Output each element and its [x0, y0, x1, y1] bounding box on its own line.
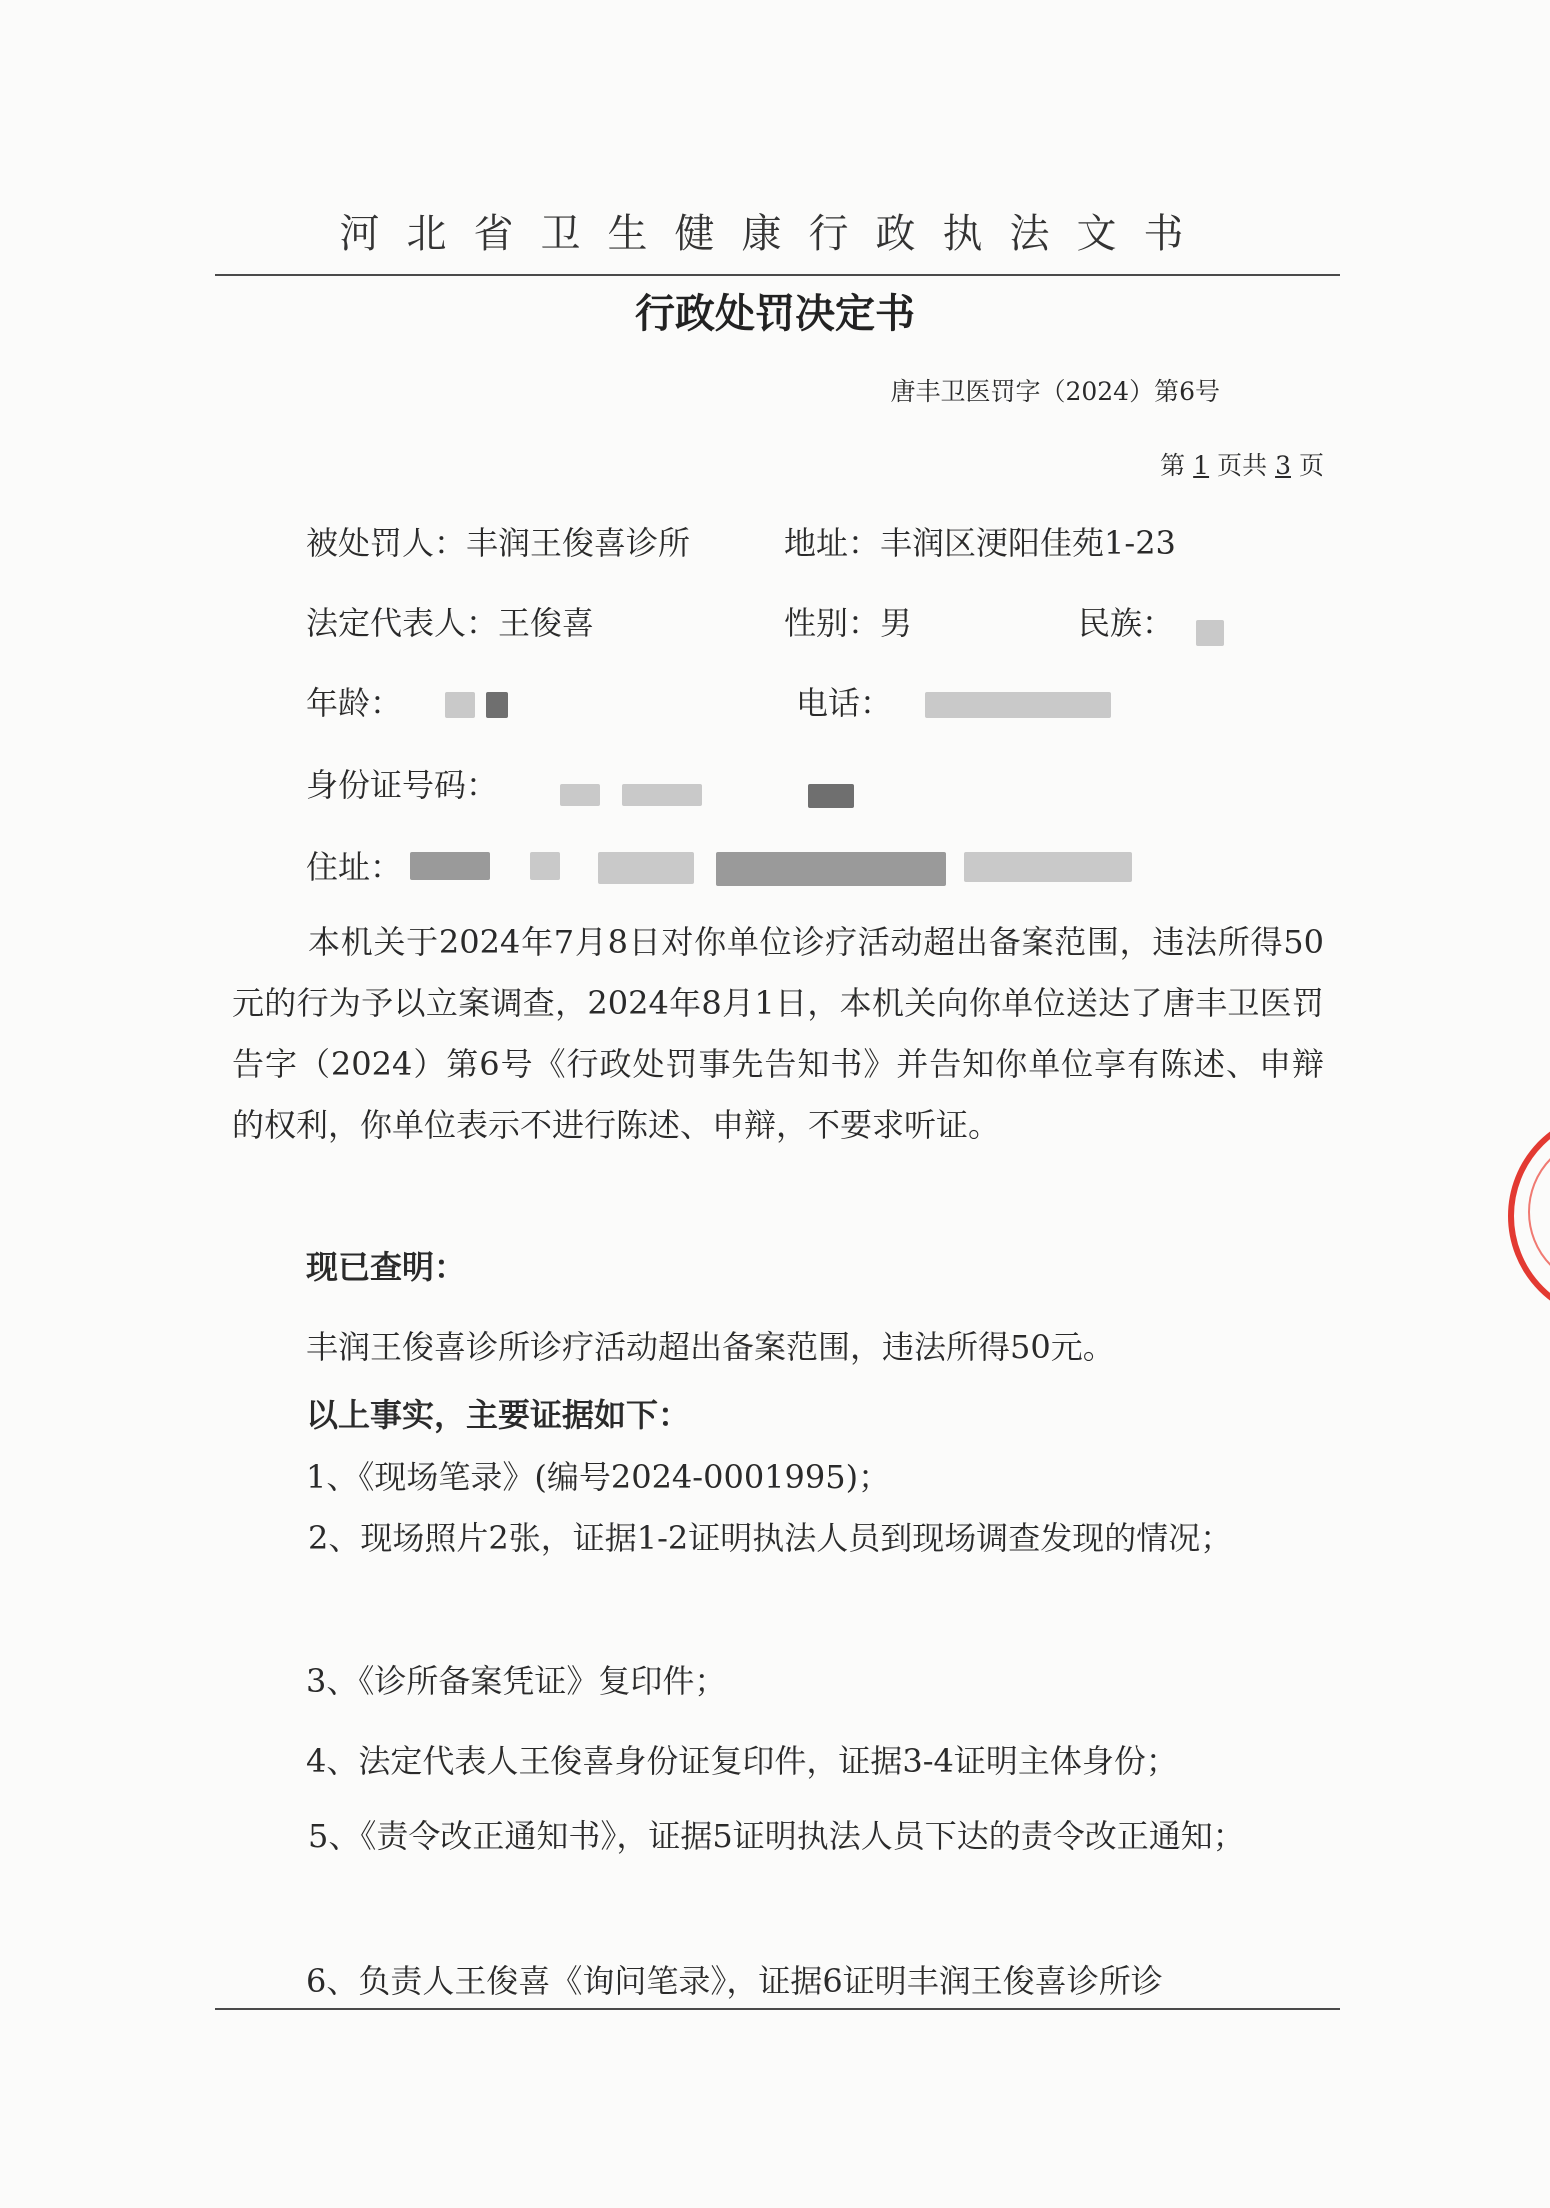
evidence-item-1: 1、《现场笔录》(编号2024-0001995)； — [306, 1458, 891, 1496]
redacted-age-2 — [486, 692, 508, 718]
redacted-residence-5 — [964, 852, 1132, 882]
redacted-phone — [925, 692, 1111, 718]
redacted-ethnicity — [1196, 620, 1224, 646]
page-indicator — [1160, 446, 1324, 482]
evidence-item-3: 3、《诊所备案凭证》复印件； — [306, 1662, 727, 1700]
evidence-item-2: 2、现场照片2张，证据1-2证明执法人员到现场调查发现的情况； — [308, 1519, 1233, 1557]
evidence-item-4: 4、法定代表人王俊喜身份证复印件，证据3-4证明主体身份； — [306, 1742, 1178, 1780]
gender-label: 性别： — [784, 604, 881, 642]
page-prefix: 第 — [1160, 451, 1186, 480]
phone-label: 电话： — [796, 684, 893, 722]
document-title: 行政处罚决定书 — [635, 291, 915, 337]
redacted-residence-3 — [598, 852, 694, 884]
redacted-id-1 — [560, 784, 600, 806]
gender-row — [784, 598, 912, 644]
findings-text: 丰润王俊喜诊所诊疗活动超出备案范围，违法所得50元。 — [306, 1328, 1115, 1366]
redacted-id-2 — [622, 784, 702, 806]
page-total: 3 — [1275, 451, 1291, 480]
redacted-residence-4 — [716, 852, 946, 886]
id-number-label: 身份证号码： — [306, 766, 499, 804]
party-name-value: 丰润王俊喜诊所 — [466, 524, 691, 562]
address-label: 地址： — [784, 524, 881, 562]
header-rule — [215, 274, 1340, 276]
redacted-id-3 — [808, 784, 854, 808]
representative-value: 王俊喜 — [498, 604, 595, 642]
page-suffix: 页 — [1298, 451, 1324, 480]
party-name-row — [306, 518, 690, 564]
age-label: 年龄： — [306, 684, 403, 722]
case-introduction: 本机关于2024年7月8日对你单位诊疗活动超出备案范围，违法所得50元的行为予以立案调查，2024年8月1日，本机关向你单位送达了唐丰卫医罚告字（2024）第6号《行政处罚事先告知书》并告知你单位享有陈述、申辩的权利，你单位表示不进行陈述、申辩，不要求听证。 — [232, 923, 1324, 1144]
page-current: 1 — [1193, 451, 1210, 480]
document-number: 唐丰卫医罚字（2024）第6号 — [890, 377, 1220, 406]
party-name-label: 被处罚人： — [306, 524, 467, 562]
page-middle: 页共 — [1217, 451, 1268, 480]
address-value: 丰润区浭阳佳苑1-23 — [880, 524, 1176, 562]
residence-label: 住址： — [306, 848, 403, 886]
representative-row — [306, 598, 594, 644]
findings-heading: 现已查明： — [306, 1248, 467, 1286]
evidence-heading: 以上事实，主要证据如下： — [306, 1396, 691, 1434]
redacted-residence-1 — [410, 852, 490, 880]
evidence-item-6: 6、负责人王俊喜《询问笔录》，证据6证明丰润王俊喜诊所诊 — [306, 1962, 1163, 2000]
evidence-item-5: 5、《责令改正通知书》，证据5证明执法人员下达的责令改正通知； — [308, 1817, 1245, 1855]
agency-title: 河北省卫生健康行政执法文书 — [339, 211, 1211, 257]
ethnicity-label: 民族： — [1078, 604, 1175, 642]
representative-label: 法定代表人： — [306, 604, 499, 642]
redacted-age — [445, 692, 475, 718]
redacted-residence-2 — [530, 852, 560, 880]
footer-rule — [215, 2008, 1340, 2010]
gender-value: 男 — [880, 604, 913, 642]
address-row — [784, 518, 1176, 564]
